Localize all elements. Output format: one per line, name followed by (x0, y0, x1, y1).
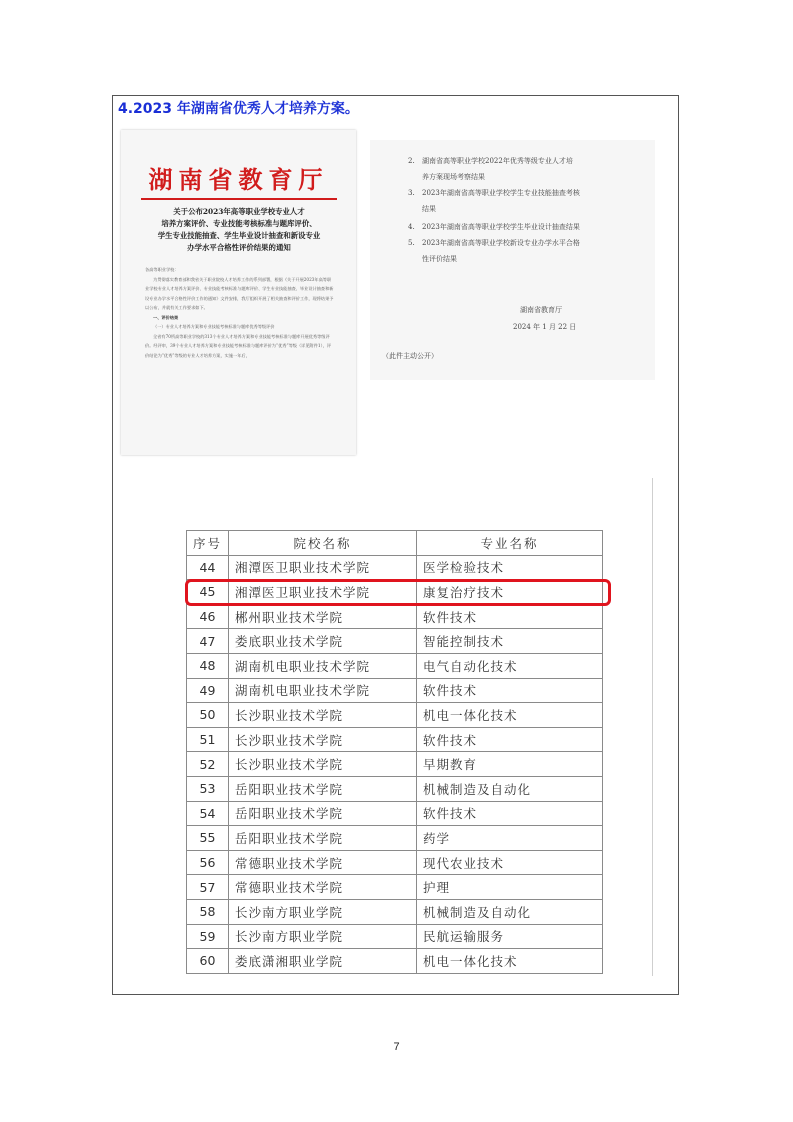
cell-number: 46 (187, 604, 229, 629)
table-row (187, 924, 603, 949)
department-header: 湖南省教育厅 (148, 165, 329, 194)
cell-number: 51 (187, 727, 229, 752)
cell-number: 44 (187, 555, 229, 580)
cell-major: 医学检验技术 (417, 555, 603, 580)
table-row (187, 899, 603, 924)
cell-major: 智能控制技术 (417, 629, 603, 654)
cell-major: 软件技术 (417, 727, 603, 752)
page-number: 7 (393, 1041, 400, 1053)
cell-school: 常德职业技术学院 (229, 850, 417, 875)
table-row (187, 678, 603, 703)
table-row (187, 555, 603, 580)
notice-document-image (121, 130, 356, 455)
cell-school: 长沙职业技术学院 (229, 727, 417, 752)
cell-school: 湖南机电职业技术学院 (229, 653, 417, 678)
table-row (187, 629, 603, 654)
cell-school: 长沙职业技术学院 (229, 703, 417, 728)
cell-major: 现代农业技术 (417, 850, 603, 875)
table-row (187, 703, 603, 728)
cell-number: 50 (187, 703, 229, 728)
cell-major: 康复治疗技术 (417, 580, 603, 605)
cell-school: 长沙南方职业学院 (229, 899, 417, 924)
cell-major: 软件技术 (417, 801, 603, 826)
notice-title-line: 办学水平合格性评价结果的通知 (187, 243, 291, 252)
public-note: （此件主动公开） (382, 352, 438, 360)
col-header-major: 专业名称 (417, 531, 603, 556)
attachment-item: 4. 2023年湖南省高等职业学校学生毕业设计抽查结果 (408, 223, 580, 231)
cell-number: 57 (187, 875, 229, 900)
cell-number: 55 (187, 826, 229, 851)
table-header-row (187, 531, 603, 556)
table-row (187, 727, 603, 752)
cell-school: 长沙职业技术学院 (229, 752, 417, 777)
attachment-item-cont: 性评价结果 (422, 255, 457, 263)
notice-title-line: 学生专业技能抽查、学生毕业设计抽查和新设专业 (157, 231, 321, 240)
attachment-item: 3. 2023年湖南省高等职业学校学生专业技能抽查考核 (408, 189, 580, 197)
cell-school: 湖南机电职业技术学院 (229, 678, 417, 703)
cell-major: 电气自动化技术 (417, 653, 603, 678)
cell-school: 岳阳职业技术学院 (229, 776, 417, 801)
table-row (187, 850, 603, 875)
cell-major: 软件技术 (417, 678, 603, 703)
cell-major: 机械制造及自动化 (417, 776, 603, 801)
cell-major: 早期教育 (417, 752, 603, 777)
notice-paragraph: 各高等职业学校： (145, 267, 179, 272)
col-header-school: 院校名称 (229, 531, 417, 556)
table-row (187, 653, 603, 678)
notice-body (145, 265, 335, 360)
table-row (187, 801, 603, 826)
attachment-item: 2. 湖南省高等职业学校2022年优秀等级专业人才培 (408, 157, 573, 165)
cell-school: 娄底职业技术学院 (229, 629, 417, 654)
cell-number: 45 (187, 580, 229, 605)
cell-major: 民航运输服务 (417, 924, 603, 949)
notice-title-line: 培养方案评价、专业技能考核标准与题库评价、 (161, 219, 317, 228)
attachment-list-image (370, 140, 655, 380)
table-row (187, 875, 603, 900)
table-body (187, 555, 603, 973)
cell-number: 59 (187, 924, 229, 949)
cell-school: 长沙南方职业学院 (229, 924, 417, 949)
notice-title-line: 关于公布2023年高等职业学校专业人才 (173, 207, 305, 216)
cell-major: 药学 (417, 826, 603, 851)
cell-major: 机电一体化技术 (417, 949, 603, 974)
red-divider-line (141, 198, 337, 200)
cell-number: 47 (187, 629, 229, 654)
notice-paragraph: 为贯彻落实教育部和我省关于职业院校人才培养工作的系列部署，根据《关于开展2023年高等职业学校专业人才培养方案评价、专业技能考核标准与题库评价、学生专业技能抽查、毕业设计抽查和新设专业办学水平合格性评价工作的通知》文件安排，我厅组织开展了相关抽查和评价工作，现将结果予以公布，并就有关工作要求如下。 (145, 276, 334, 310)
cell-major: 软件技术 (417, 604, 603, 629)
cell-number: 53 (187, 776, 229, 801)
col-header-number: 序号 (187, 531, 229, 556)
scan-edge-line (652, 478, 653, 976)
highlight-box (185, 579, 611, 606)
signature-org: 湖南省教育厅 (520, 306, 562, 314)
cell-school: 岳阳职业技术学院 (229, 826, 417, 851)
cell-school: 娄底潇湘职业学院 (229, 949, 417, 974)
cell-number: 54 (187, 801, 229, 826)
cell-number: 48 (187, 653, 229, 678)
table-row (187, 752, 603, 777)
notice-paragraph: （一）专业人才培养方案和专业技能考核标准与题库优秀等级评价 (153, 324, 275, 329)
table-row (187, 949, 603, 974)
cell-major: 机电一体化技术 (417, 703, 603, 728)
table-row (187, 826, 603, 851)
table-row (187, 604, 603, 629)
attachment-item: 5. 2023年湖南省高等职业学校新设专业办学水平合格 (408, 239, 580, 247)
cell-school: 岳阳职业技术学院 (229, 801, 417, 826)
cell-number: 60 (187, 949, 229, 974)
section-title: 4.2023 年湖南省优秀人才培养方案。 (118, 101, 359, 117)
cell-school: 湘潭医卫职业技术学院 (229, 555, 417, 580)
cell-major: 机械制造及自动化 (417, 899, 603, 924)
cell-major: 护理 (417, 875, 603, 900)
notice-title (141, 206, 337, 254)
attachment-item-cont: 结果 (422, 205, 436, 213)
notice-paragraph: 全省有70所高等职业学校的313个专业人才培养方案和专业技能考核标准与题库开展优秀等级评价。经评审，39个专业人才培养方案和专业技能考核标准与题库评价为“优秀”等级（详见附件1），评价结论为“优秀”等级的专业人才培养方案，实施一年后， (145, 333, 332, 358)
attachment-item-cont: 养方案现场考察结果 (422, 173, 485, 181)
cell-number: 49 (187, 678, 229, 703)
signature-date: 2024 年 1 月 22 日 (513, 323, 577, 331)
table-row (187, 776, 603, 801)
cell-school: 湘潭医卫职业技术学院 (229, 580, 417, 605)
cell-school: 郴州职业技术学院 (229, 604, 417, 629)
notice-paragraph: 一、评价结果 (153, 314, 179, 320)
cell-number: 58 (187, 899, 229, 924)
cell-school: 常德职业技术学院 (229, 875, 417, 900)
cell-number: 56 (187, 850, 229, 875)
cell-number: 52 (187, 752, 229, 777)
